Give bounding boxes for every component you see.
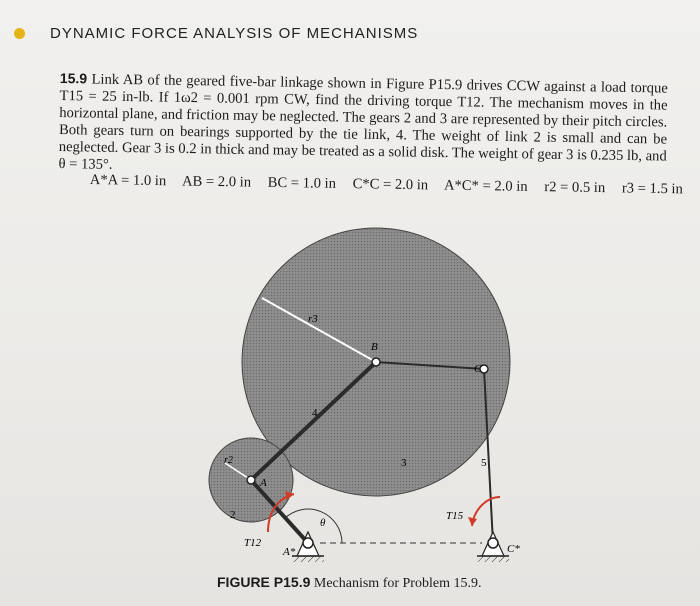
label-theta: θ <box>320 517 326 529</box>
label-link-5: 5 <box>481 457 487 469</box>
label-r2: r2 <box>224 455 233 466</box>
problem-number: 15.9 <box>59 70 88 87</box>
figure-caption <box>217 574 481 592</box>
label-a-star: A* <box>283 546 296 558</box>
problem-text: Link AB of the geared five-bar linkage shown in Figure P15.9 drives CCW against a load torque T15 = 25 in-lb. If 1ω2 = 0.001 rpm CW, find the driving torque T12. The mechanism moves in the horizontal plane, and friction may be neglected. The gears 2 and 3 are represented by their pitch circles. Both gears turn on bearings supported by the tie link, 4. The weight of link 2 is small and can be neglected. Gear 3 is 0.2 in thick and may be treated as a solid disk. The weight of gear 3 is 0.235 lb, and θ = 135°. <box>58 71 668 173</box>
ground-pivot-a-star <box>292 532 324 562</box>
label-gear-3: 3 <box>401 457 407 469</box>
dim-item: A*A = 1.0 in <box>89 172 167 190</box>
label-link-4: 4 <box>312 407 318 419</box>
dim-item: r2 = 0.5 in <box>544 179 606 197</box>
label-t15: T15 <box>446 510 464 522</box>
label-r3: r3 <box>308 313 318 325</box>
label-a: A <box>260 477 267 489</box>
label-c: C <box>474 363 482 375</box>
figure-caption-label: FIGURE P15.9 <box>217 574 311 590</box>
label-gear-2: 2 <box>230 509 236 521</box>
section-header: DYNAMIC FORCE ANALYSIS OF MECHANISMS <box>50 25 419 42</box>
dim-item: C*C = 2.0 in <box>352 176 429 194</box>
joint-b <box>372 358 380 366</box>
label-b: B <box>371 341 378 353</box>
label-c-star: C* <box>507 543 520 555</box>
dim-item: BC = 1.0 in <box>267 174 337 192</box>
ground-pivot-c-star <box>477 532 509 562</box>
dim-item: r3 = 1.5 in <box>621 180 683 198</box>
label-t12: T12 <box>244 537 262 549</box>
figure-caption-text: Mechanism for Problem 15.9. <box>313 576 482 591</box>
dim-item: A*C* = 2.0 in <box>443 177 528 195</box>
dim-item: AB = 2.0 in <box>181 173 252 191</box>
torque-t15-arrow <box>468 497 500 526</box>
joint-a <box>247 476 255 484</box>
